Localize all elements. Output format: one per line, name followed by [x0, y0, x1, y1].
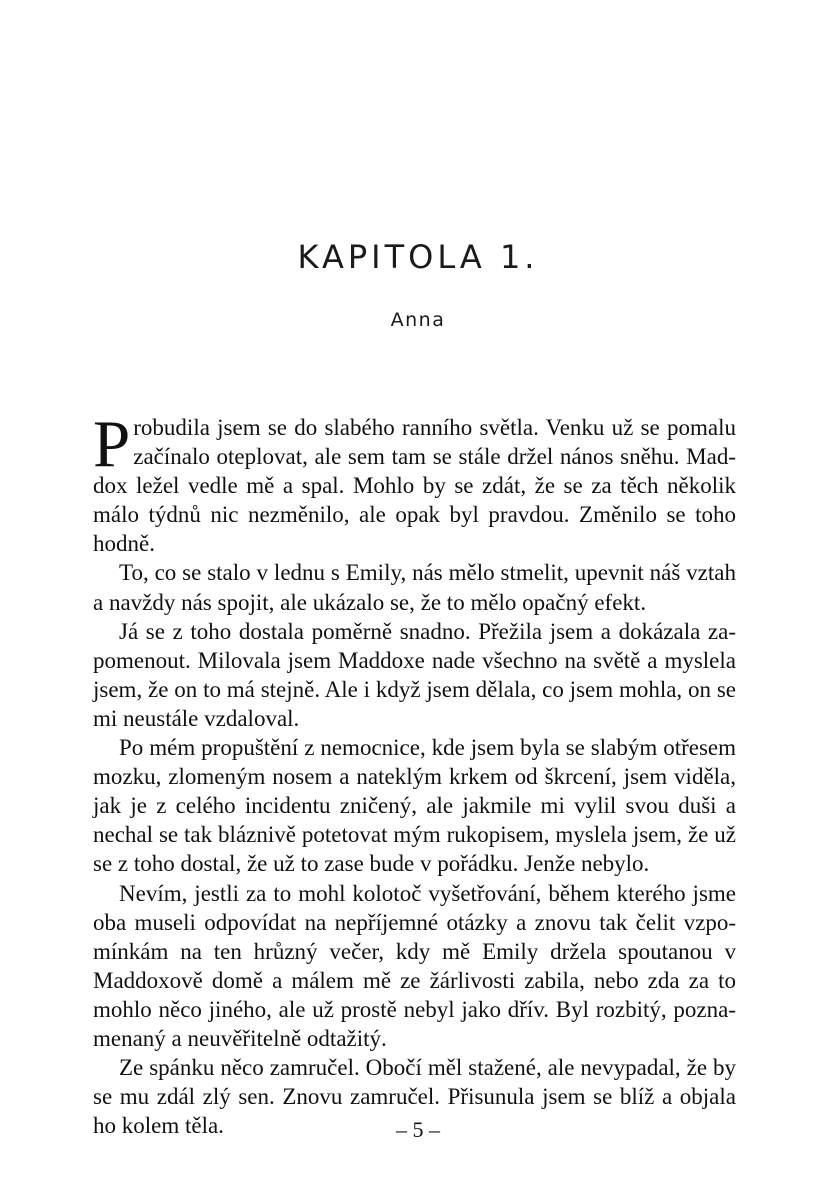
- paragraph-1: [93, 407, 736, 558]
- paragraph-3: Já se z toho dostala poměrně snadno. Přežila jsem a dokázala zapomenout. Milovala jsem Maddoxe nade všechno na světě a myslela jsem, že on to má stejně. Ale i když jsem dělala, co jsem mohla, on se mi neustále vzdaloval.: [93, 618, 736, 731]
- paragraph-5: Nevím, jestli za to mohl kolotoč vyšetřování, během kterého jsme oba museli odpovídat na nepříjemné otázky a znovu tak čelit vzpomínkám na ten hrůzný večer, kdy mě Emily držela spoutanou v Maddoxově domě a málem mě ze žárlivosti zabila, nebo zda za to mohlo něco jiného, ale už prostě nebyl jako dřív. Byl rozbitý, poznamenaný a neuvěřitelně odtažitý.: [93, 880, 736, 1051]
- page-number: – 5 –: [396, 1117, 440, 1142]
- paragraph-1-text: robudila jsem se do slabého ranního světla. Venku už se pomalu začínalo oteplovat, ale sem tam se stále držel nános sněhu. Maddox ležel vedle mě a spal. Mohlo by se zdát, že se za těch několik málo týdnů nic nezměnilo, ale opak byl pravdou. Změnilo se toho hodně.: [93, 415, 736, 557]
- chapter-title: KAPITOLA 1.: [297, 238, 539, 276]
- chapter-body: [93, 407, 736, 1140]
- paragraph-6: Ze spánku něco zamručel. Obočí měl stažené, ale nevypadal, že by se mu zdál zlý sen. Znovu zamručel. Přisunula jsem se blíž a objala ho kolem těla.: [93, 1055, 736, 1139]
- paragraph-2: To, co se stalo v lednu s Emily, nás mělo stmelit, upevnit náš vztah a navždy nás spojit, ale ukázalo se, že to mělo opačný efekt.: [93, 560, 736, 615]
- chapter-subtitle: Anna: [390, 309, 446, 331]
- drop-cap: P: [93, 407, 131, 481]
- paragraph-4: Po mém propuštění z nemocnice, kde jsem byla se slabým otřesem mozku, zlomeným nosem a nateklým krkem od škrcení, jsem viděla, jak je z celého incidentu zničený, ale jakmile mi vylil svou duši a nechal se tak bláznivě potetovat mým rukopisem, myslela jsem, že už se z toho dostal, že už to zase bude v pořádku. Jenže nebylo.: [93, 735, 736, 877]
